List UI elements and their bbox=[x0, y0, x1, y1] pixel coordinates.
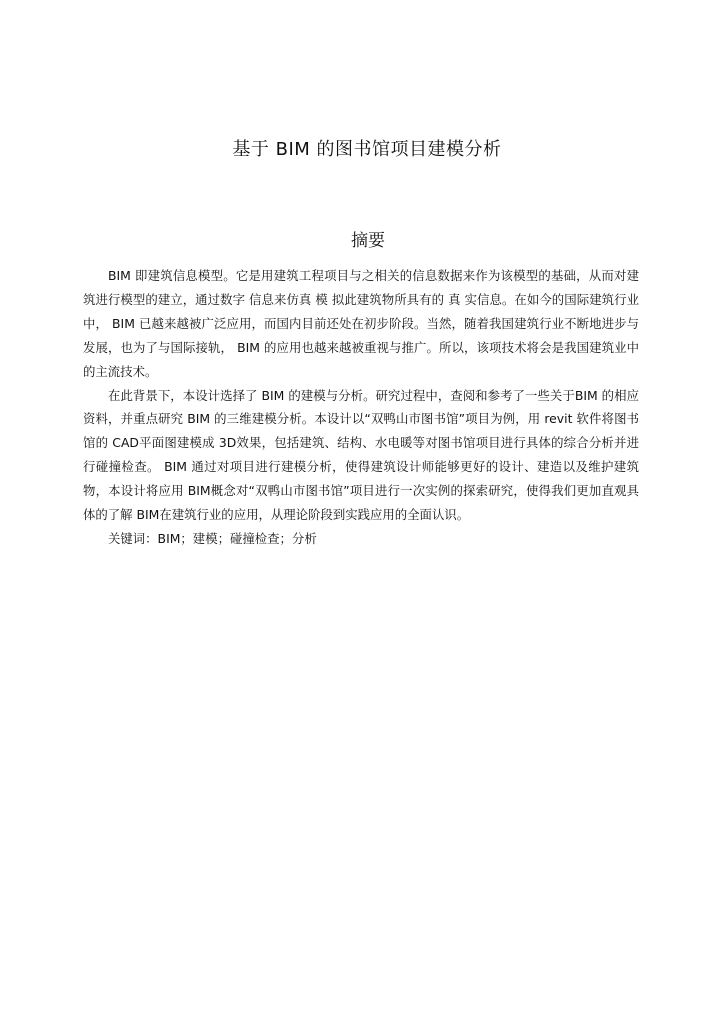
abstract-heading: 摘要 bbox=[351, 231, 385, 251]
keywords-line: 关键词：BIM；建模；碰撞检查；分析 bbox=[108, 530, 317, 546]
document-title: 基于 BIM 的图书馆项目建模分析 bbox=[232, 139, 502, 160]
abstract-paragraph-2: 在此背景下，本设计选择了 BIM 的建模与分析。研究过程中，查阅和参考了一些关于BIM 的相应资料，并重点研究 BIM 的三维建模分析。本设计以“双鸭山市图书馆”项目为例，用 revit 软件将图书馆的 CAD平面图建模成 3D效果，包括建筑、结构、水电暖等对图书馆项目进行具体的综合分析并进行碰撞检查。 BIM 通过对项目进行建模分析，使得建筑设计师能够更好的设计、建造以及维护建筑物，本设计将应用 BIM概念对“双鸭山市图书馆”项目进行一次实例的探索研究，使得我们更加直观具体的了解 BIM在建筑行业的应用，从理论阶段到实践应用的全面认识。 bbox=[83, 387, 639, 523]
abstract-paragraph-1: BIM 即建筑信息模型。它是用建筑工程项目与之相关的信息数据来作为该模型的基础，从而对建筑进行模型的建立，通过数字 信息来仿真 模 拟此建筑物所具有的 真 实信息。在如今的国际建筑行业中， BIM 已越来越被广泛应用，而国内目前还处在初步阶段。当然，随着我国建筑行业不断地进步与发展，也为了与国际接轨， BIM 的应用也越来越被重视与推广。所以，该项技术将会是我国建筑业中的主流技术。 bbox=[83, 268, 639, 379]
abstract-body bbox=[83, 264, 639, 551]
